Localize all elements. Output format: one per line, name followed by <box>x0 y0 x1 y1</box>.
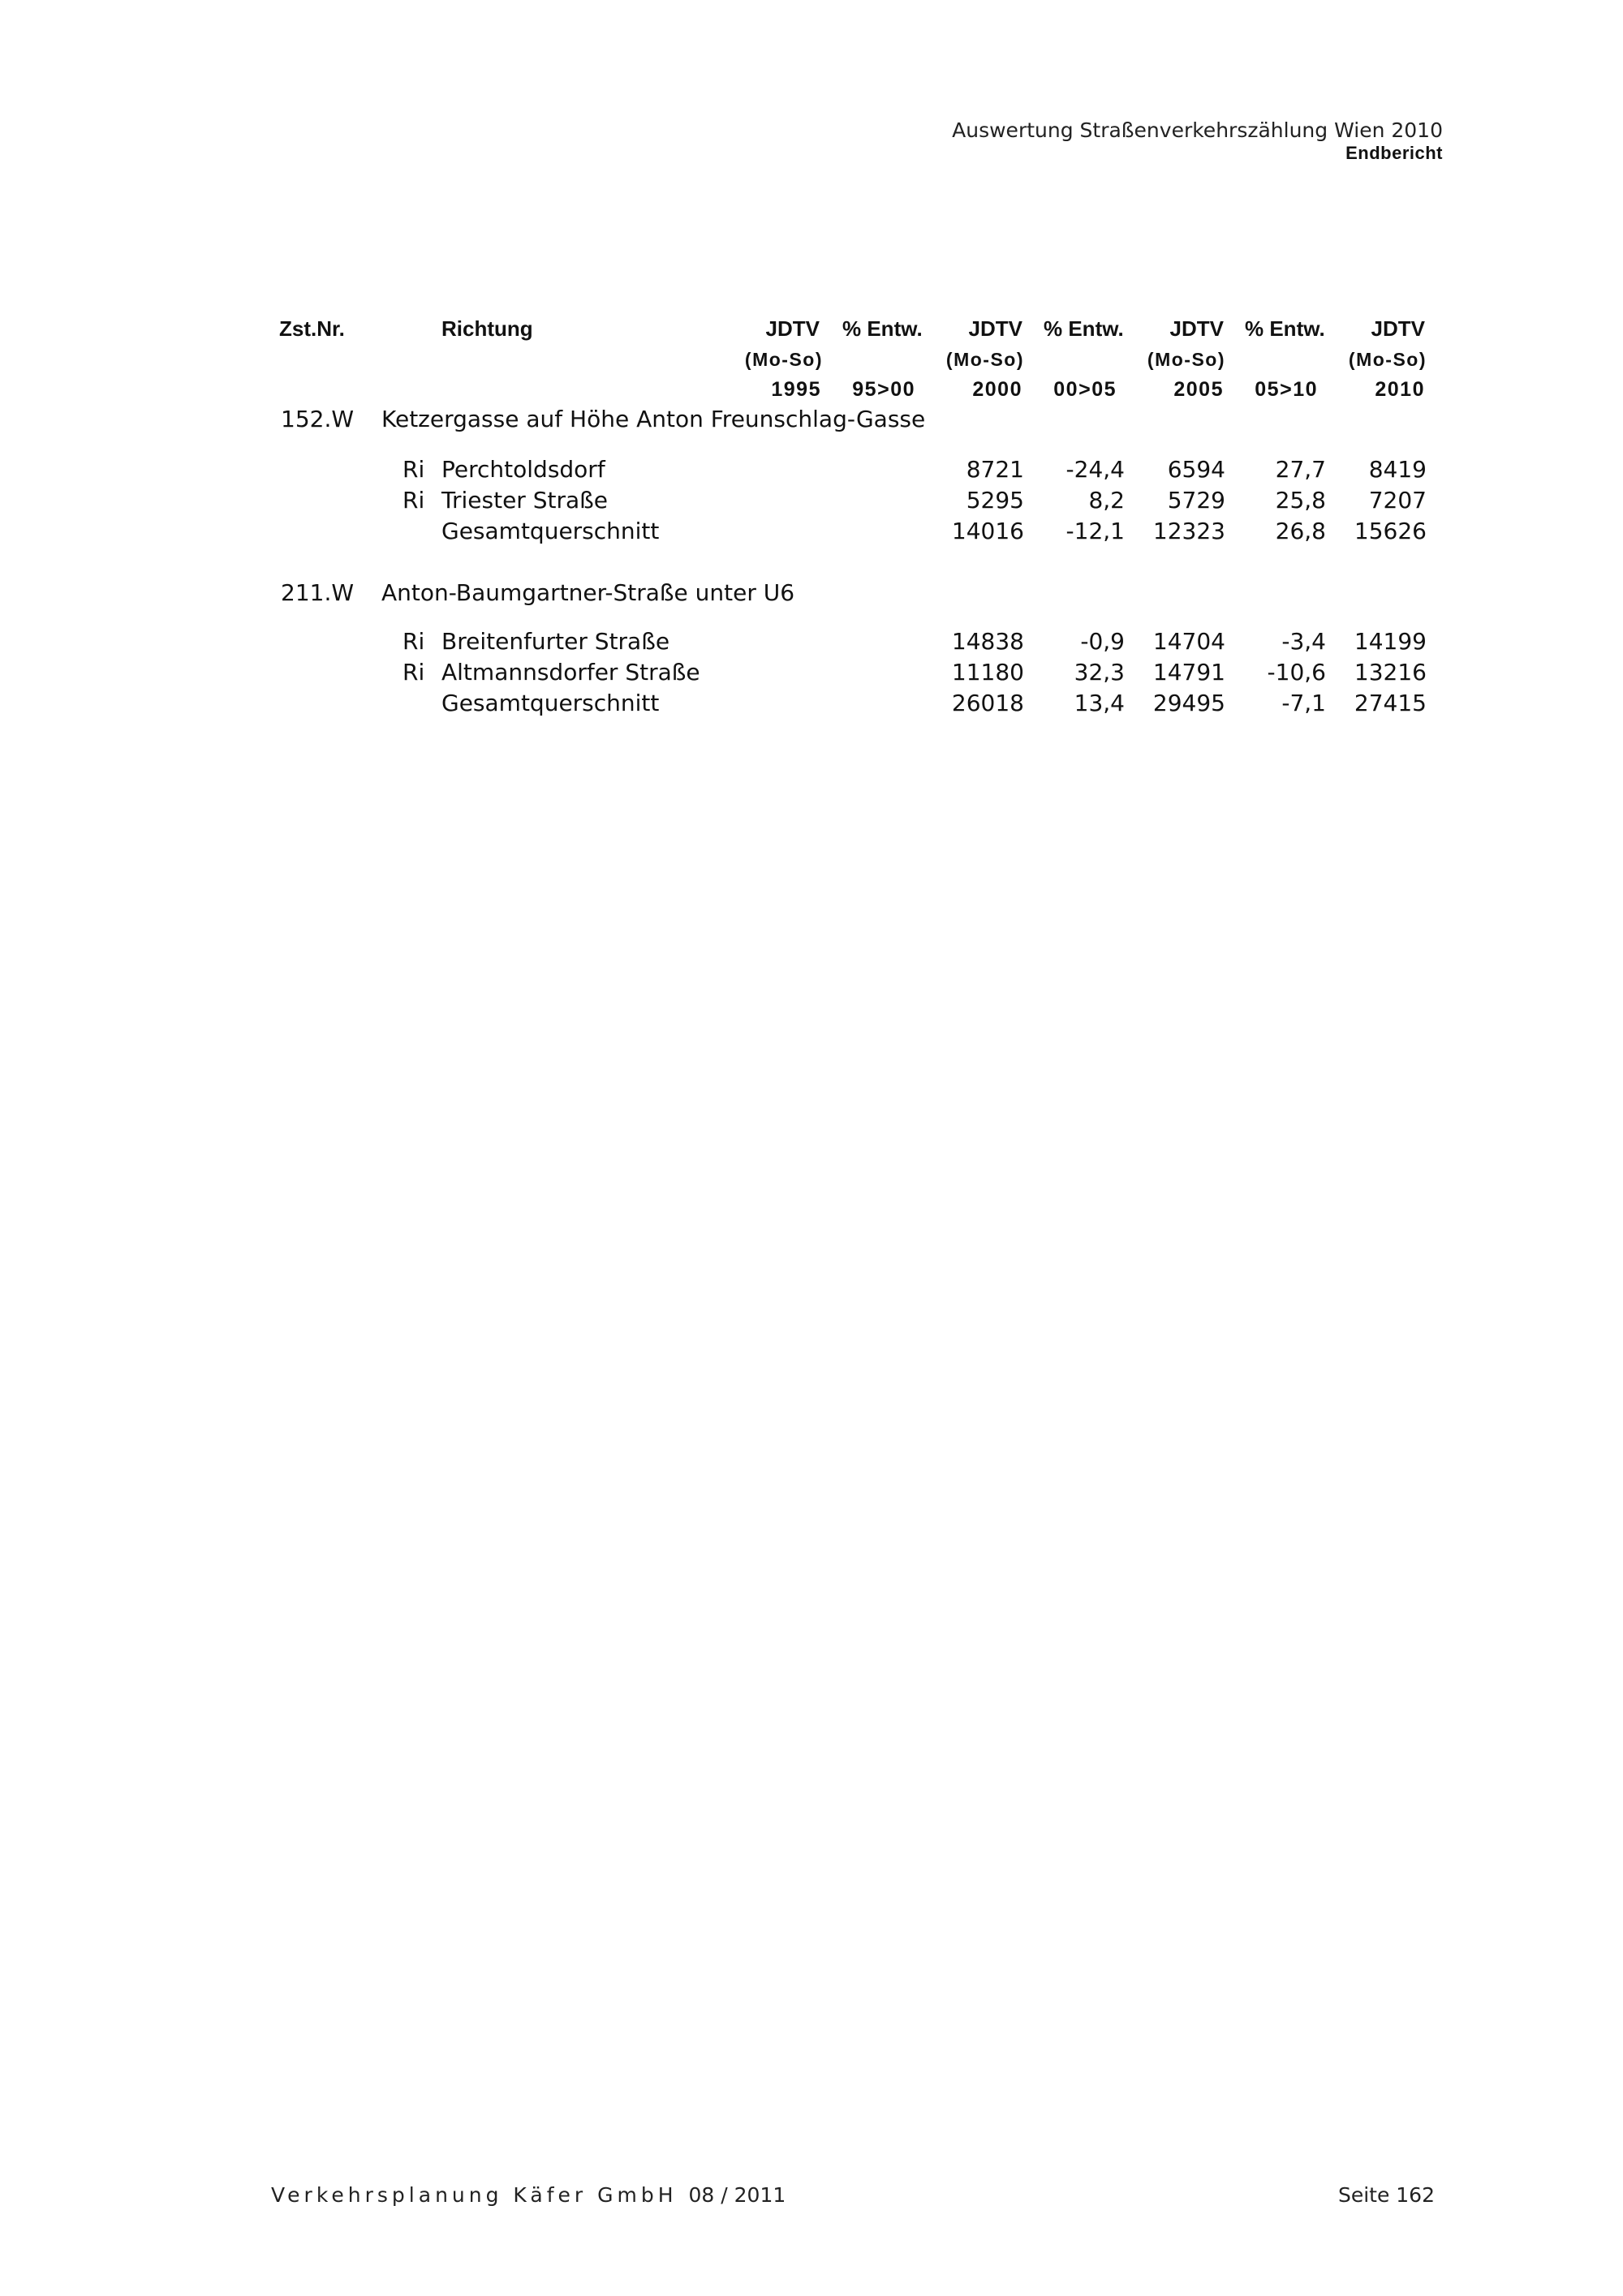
row-direction: Altmannsdorfer Straße <box>441 659 700 686</box>
col-jdtv-1995: JDTV <box>765 316 820 341</box>
station-id: 211.W <box>281 579 355 606</box>
cell-jdtv-2000: 14838 <box>951 628 1024 655</box>
row-prefix: Ri <box>403 659 425 686</box>
station-location: Anton-Baumgartner-Straße unter U6 <box>381 579 795 606</box>
cell-jdtv-2000: 14016 <box>951 518 1024 544</box>
station-id: 152.W <box>281 406 355 432</box>
cell-entw-0005: -0,9 <box>1080 628 1125 655</box>
cell-jdtv-2005: 6594 <box>1167 456 1225 483</box>
footer-company-name: Verkehrsplanung Käfer GmbH <box>271 2183 678 2207</box>
col-year-2010: 2010 <box>1375 378 1425 401</box>
col-entw-0510: % Entw. <box>1245 316 1325 341</box>
row-direction: Triester Straße <box>441 487 608 514</box>
cell-entw-0510: -3,4 <box>1281 628 1326 655</box>
col-jdtv-2000: JDTV <box>968 316 1022 341</box>
col-year-1995: 1995 <box>771 378 821 401</box>
cell-jdtv-2010: 8419 <box>1368 456 1427 483</box>
cell-jdtv-2000: 5295 <box>966 487 1024 514</box>
row-direction: Gesamtquerschnitt <box>441 690 660 716</box>
footer-company <box>271 2183 786 2207</box>
cell-jdtv-2010: 13216 <box>1354 659 1427 686</box>
row-prefix: Ri <box>403 487 425 514</box>
cell-jdtv-2000: 11180 <box>951 659 1024 686</box>
col-year-2005: 2005 <box>1173 378 1224 401</box>
page-number: Seite 162 <box>1337 2183 1435 2207</box>
cell-entw-0005: 32,3 <box>1074 659 1125 686</box>
cell-jdtv-2000: 8721 <box>966 456 1024 483</box>
station-location: Ketzergasse auf Höhe Anton Freunschlag-Gasse <box>381 406 926 432</box>
cell-jdtv-2010: 14199 <box>1354 628 1427 655</box>
col-entw-9500: % Entw. <box>842 316 923 341</box>
col-period-0510: 05>10 <box>1255 378 1318 401</box>
cell-jdtv-2010: 27415 <box>1354 690 1427 716</box>
cell-jdtv-2005: 5729 <box>1167 487 1225 514</box>
col-year-2000: 2000 <box>972 378 1022 401</box>
footer-date: 08 / 2011 <box>688 2183 786 2207</box>
col-moso-2000: (Mo-So) <box>945 349 1024 370</box>
cell-entw-0005: 13,4 <box>1074 690 1125 716</box>
row-direction: Gesamtquerschnitt <box>441 518 660 544</box>
row-prefix: Ri <box>403 628 425 655</box>
col-period-9500: 95>00 <box>852 378 915 401</box>
cell-entw-0510: 26,8 <box>1275 518 1326 544</box>
cell-jdtv-2010: 15626 <box>1354 518 1427 544</box>
col-moso-2010: (Mo-So) <box>1348 349 1427 370</box>
col-zst: Zst.Nr. <box>279 316 345 341</box>
col-jdtv-2010: JDTV <box>1371 316 1425 341</box>
cell-entw-0005: 8,2 <box>1088 487 1125 514</box>
cell-entw-0005: -24,4 <box>1065 456 1125 483</box>
cell-entw-0510: -7,1 <box>1281 690 1326 716</box>
cell-jdtv-2005: 14704 <box>1152 628 1225 655</box>
cell-jdtv-2005: 14791 <box>1152 659 1225 686</box>
cell-jdtv-2005: 12323 <box>1152 518 1225 544</box>
cell-jdtv-2000: 26018 <box>951 690 1024 716</box>
report-title: Auswertung Straßenverkehrszählung Wien 2010 <box>952 118 1443 142</box>
col-moso-2005: (Mo-So) <box>1147 349 1225 370</box>
col-richtung: Richtung <box>441 316 533 341</box>
col-entw-0005: % Entw. <box>1044 316 1124 341</box>
row-prefix: Ri <box>403 456 425 483</box>
cell-entw-0510: 25,8 <box>1275 487 1326 514</box>
row-direction: Perchtoldsdorf <box>441 456 605 483</box>
col-moso-1995: (Mo-So) <box>744 349 823 370</box>
cell-entw-0510: 27,7 <box>1275 456 1326 483</box>
col-jdtv-2005: JDTV <box>1169 316 1224 341</box>
row-direction: Breitenfurter Straße <box>441 628 670 655</box>
cell-entw-0510: -10,6 <box>1267 659 1326 686</box>
cell-jdtv-2005: 29495 <box>1152 690 1225 716</box>
cell-entw-0005: -12,1 <box>1065 518 1125 544</box>
col-period-0005: 00>05 <box>1053 378 1117 401</box>
report-subtitle: Endbericht <box>1345 143 1443 163</box>
cell-jdtv-2010: 7207 <box>1368 487 1427 514</box>
